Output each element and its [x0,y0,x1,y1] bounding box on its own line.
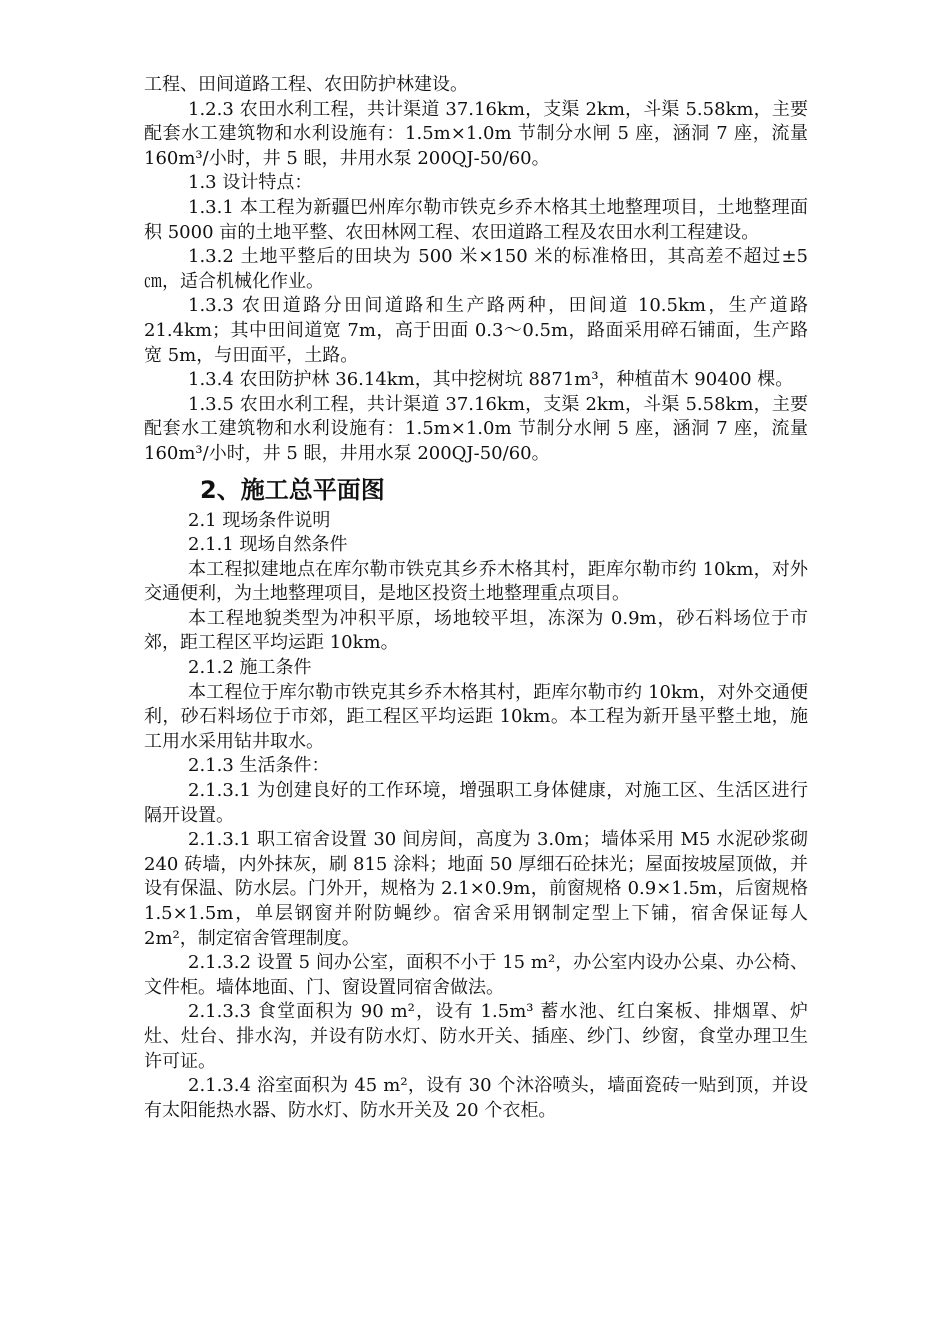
section-2-1-title: 2.1 现场条件说明 [188,509,331,531]
paragraph-1-3-4: 1.3.4 农田防护林 36.14km，其中挖树坑 8871m³，种植苗木 90400 棵。 [188,369,794,391]
paragraph-2-1-3-1b: 2.1.3.1 职工宿舍设置 30 间房间，高度为 3.0m；墙体采用 M5 水泥砂浆砌 240 砖墙，内外抹灰，刷 815 涂料；地面 50 厚细石砼抹光；屋面按坡屋顶做，并设有保温、防水层。门外开，规格为 2.1×0.9m，前窗规格 0.9×1.5m，后窗规格 1.5×1.5m，单层钢窗并附防蝇纱。宿舍采用钢制定型上下铺，宿舍保证每人 2m²，制定宿舍管理制度。 [144,829,808,949]
chapter-heading: 2、施工总平面图 [200,475,385,504]
paragraph-site-location: 本工程拟建地点在库尔勒市铁克其乡乔木格其村，距库尔勒市约 10km，对外交通便利，为土地整理项目，是地区投资土地整理重点项目。 [144,558,808,605]
paragraph-continued: 工程、田间道路工程、农田防护林建设。 [144,74,468,95]
paragraph-1-3-5: 1.3.5 农田水利工程，共计渠道 37.16km，支渠 2km，斗渠 5.58km，主要配套水工建筑物和水利设施有：1.5m×1.0m 节制分水闸 5 座，涵洞 7 座，流量 160m³/小时，井 5 眼，井用水泵 200QJ-50/60。 [144,393,808,464]
paragraph-terrain: 本工程地貌类型为冲积平原，场地较平坦，冻深为 0.9m，砂石料场位于市郊，距工程区平均运距 10km。 [144,607,808,654]
section-1-3-title: 1.3 设计特点： [188,172,313,194]
paragraph-1-3-3: 1.3.3 农田道路分田间道路和生产路两种，田间道 10.5km，生产道路 21.4km；其中田间道宽 7m，高于田面 0.3～0.5m，路面采用碎石铺面，生产路宽 5m，与田面平，土路。 [144,295,808,366]
section-2-1-2-title: 2.1.2 施工条件 [188,657,312,679]
paragraph-1-3-2: 1.3.2 土地平整后的田块为 500 米×150 米的标准格田，其高差不超过±5㎝，适合机械化作业。 [144,246,808,292]
paragraph-2-1-3-4: 2.1.3.4 浴室面积为 45 m²，设有 30 个沐浴喷头，墙面瓷砖一贴到顶，并设有太阳能热水器、防水灯、防水开关及 20 个衣柜。 [144,1075,808,1121]
paragraph-2-1-3-3: 2.1.3.3 食堂面积为 90 m²，设有 1.5m³ 蓄水池、红白案板、排烟罩、炉灶、灶台、排水沟，并设有防水灯、防水开关、插座、纱门、纱窗，食堂办理卫生许可证。 [144,1001,808,1072]
paragraph-construction-conditions: 本工程位于库尔勒市铁克其乡乔木格其村，距库尔勒市约 10km，对外交通便利，砂石料场位于市郊，距工程区平均运距 10km。本工程为新开垦平整土地，施工用水采用钻井取水。 [144,681,808,752]
document-page [144,73,808,1123]
section-2-1-1-title: 2.1.1 现场自然条件 [188,534,348,556]
paragraph-2-1-3-2: 2.1.3.2 设置 5 间办公室，面积不小于 15 m²，办公室内设办公桌、办公椅、文件柜。墙体地面、门、窗设置同宿舍做法。 [144,952,808,998]
paragraph-1-2-3: 1.2.3 农田水利工程，共计渠道 37.16km，支渠 2km，斗渠 5.58km，主要配套水工建筑物和水利设施有：1.5m×1.0m 节制分水闸 5 座，涵洞 7 座，流量 160m³/小时，井 5 眼，井用水泵 200QJ-50/60。 [144,98,808,169]
paragraph-1-3-1: 1.3.1 本工程为新疆巴州库尔勒市铁克乡乔木格其土地整理项目，土地整理面积 5000 亩的土地平整、农田林网工程、农田道路工程及农田水利工程建设。 [144,196,808,243]
section-2-1-3-title: 2.1.3 生活条件： [188,755,330,777]
paragraph-2-1-3-1a: 2.1.3.1 为创建良好的工作环境，增强职工身体健康，对施工区、生活区进行隔开设置。 [144,780,808,826]
